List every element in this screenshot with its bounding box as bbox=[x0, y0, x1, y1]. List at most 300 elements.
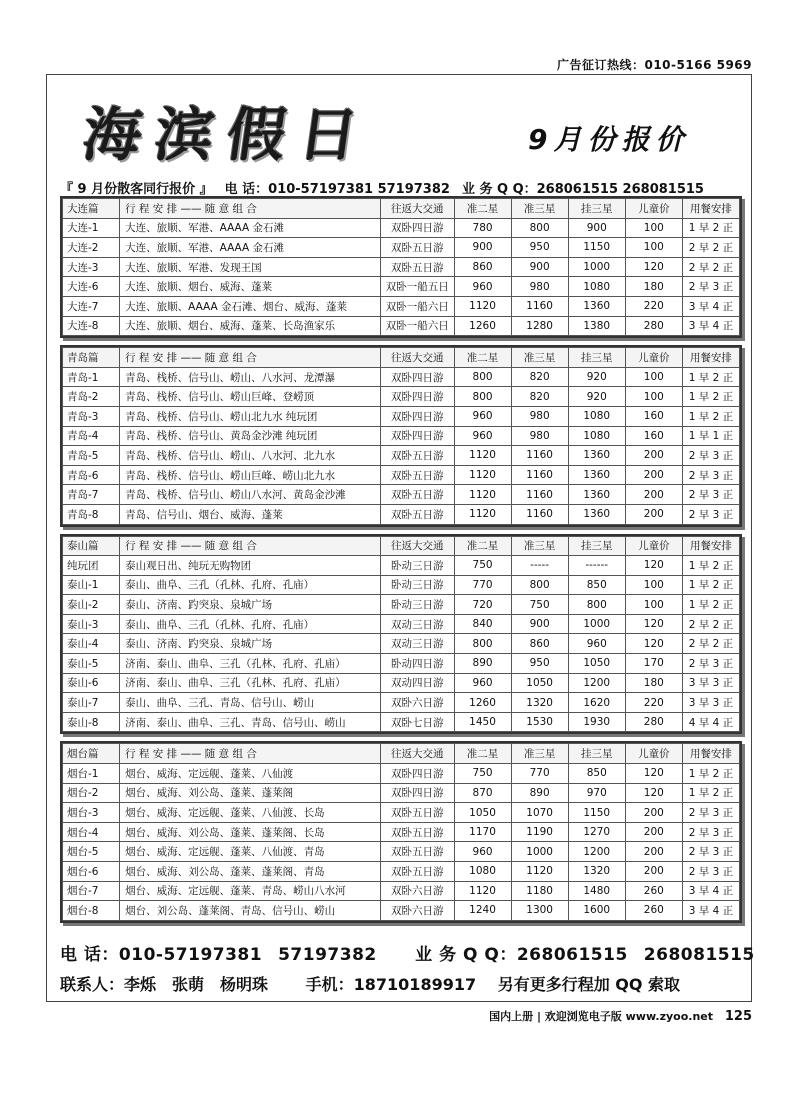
table-row bbox=[63, 595, 740, 615]
cell-p2: 770 bbox=[454, 575, 511, 595]
cell-route: 烟台、刘公岛、蓬莱阁、青岛、信号山、崂山 bbox=[120, 901, 381, 921]
cell-route: 泰山观日出、纯玩无购物团 bbox=[120, 556, 381, 576]
cell-route: 烟台、威海、定远舰、蓬莱、八仙渡、长岛 bbox=[120, 803, 381, 823]
cell-transport: 双卧七日游 bbox=[381, 712, 454, 732]
cell-route: 烟台、威海、刘公岛、蓬莱、蓬莱阁、青岛 bbox=[120, 862, 381, 882]
cell-p3: 770 bbox=[511, 764, 568, 784]
cell-p2: 1260 bbox=[454, 693, 511, 713]
cell-code: 烟台-4 bbox=[63, 822, 120, 842]
cell-meal: 2 早 3 正 bbox=[682, 654, 739, 674]
cell-g3: 1050 bbox=[568, 654, 625, 674]
table-row bbox=[63, 218, 740, 238]
table-row bbox=[63, 316, 740, 336]
cell-p3: 800 bbox=[511, 575, 568, 595]
footer-contacts-line bbox=[60, 972, 680, 995]
table-row bbox=[63, 654, 740, 674]
cell-transport: 双卧五日游 bbox=[381, 803, 454, 823]
cell-code: 大连-2 bbox=[63, 238, 120, 258]
cell-p3: 950 bbox=[511, 238, 568, 258]
cell-meal: 3 早 4 正 bbox=[682, 881, 739, 901]
column-header-p2: 准二星 bbox=[454, 744, 511, 764]
cell-p3: 1160 bbox=[511, 504, 568, 524]
cell-meal: 2 早 2 正 bbox=[682, 257, 739, 277]
cell-code: 泰山-5 bbox=[63, 654, 120, 674]
cell-p2: 1120 bbox=[454, 465, 511, 485]
cell-meal: 1 早 2 正 bbox=[682, 218, 739, 238]
cell-p3: 1180 bbox=[511, 881, 568, 901]
cell-transport: 双卧六日游 bbox=[381, 693, 454, 713]
cell-g3: 1150 bbox=[568, 238, 625, 258]
table-row bbox=[63, 575, 740, 595]
cell-g3: 1320 bbox=[568, 862, 625, 882]
cell-transport: 双卧四日游 bbox=[381, 387, 454, 407]
cell-p3: 1160 bbox=[511, 446, 568, 466]
cell-p3: 1120 bbox=[511, 862, 568, 882]
table-row bbox=[63, 822, 740, 842]
table-row bbox=[63, 504, 740, 524]
cell-child: 100 bbox=[625, 218, 682, 238]
cell-transport: 卧动三日游 bbox=[381, 575, 454, 595]
cell-transport: 双卧六日游 bbox=[381, 881, 454, 901]
cell-code: 青岛-2 bbox=[63, 387, 120, 407]
table-row bbox=[63, 238, 740, 258]
cell-child: 220 bbox=[625, 296, 682, 316]
table-row bbox=[63, 426, 740, 446]
cell-meal: 2 早 3 正 bbox=[682, 862, 739, 882]
column-header-p3: 准三星 bbox=[511, 348, 568, 368]
column-header-route: 行 程 安 排 —— 随 意 组 合 bbox=[120, 199, 381, 219]
cell-route: 泰山、济南、趵突泉、泉城广场 bbox=[120, 595, 381, 615]
cell-code: 泰山-1 bbox=[63, 575, 120, 595]
cell-code: 泰山-8 bbox=[63, 712, 120, 732]
column-header-meal: 用餐安排 bbox=[682, 536, 739, 556]
section-title: 大连篇 bbox=[63, 199, 120, 219]
cell-transport: 双卧四日游 bbox=[381, 406, 454, 426]
cell-g3: 1360 bbox=[568, 446, 625, 466]
cell-code: 青岛-4 bbox=[63, 426, 120, 446]
cell-g3: 1000 bbox=[568, 614, 625, 634]
cell-g3: 1360 bbox=[568, 504, 625, 524]
table-row bbox=[63, 485, 740, 505]
cell-transport: 双卧五日游 bbox=[381, 465, 454, 485]
cell-route: 青岛、栈桥、信号山、崂山八水河、黄岛金沙滩 bbox=[120, 485, 381, 505]
cell-route: 大连、旅顺、烟台、威海、蓬莱 bbox=[120, 277, 381, 297]
cell-route: 青岛、栈桥、信号山、崂山、八水河、龙潭瀑 bbox=[120, 367, 381, 387]
more-routes-note: 另有更多行程加 QQ 索取 bbox=[497, 975, 681, 994]
cell-meal: 4 早 4 正 bbox=[682, 712, 739, 732]
cell-g3: 800 bbox=[568, 595, 625, 615]
table-row bbox=[63, 693, 740, 713]
cell-transport: 双卧五日游 bbox=[381, 257, 454, 277]
cell-p3: 750 bbox=[511, 595, 568, 615]
cell-route: 济南、泰山、曲阜、三孔（孔林、孔府、孔庙） bbox=[120, 673, 381, 693]
cell-route: 大连、旅顺、军港、AAAA 金石滩 bbox=[120, 238, 381, 258]
table-row bbox=[63, 803, 740, 823]
cell-code: 烟台-2 bbox=[63, 783, 120, 803]
table-row bbox=[63, 614, 740, 634]
cell-g3: 1270 bbox=[568, 822, 625, 842]
brand-title: 海滨假日 bbox=[78, 101, 377, 169]
ad-hotline: 广告征订热线：010-5166 5969 bbox=[556, 58, 752, 72]
cell-transport: 卧动三日游 bbox=[381, 556, 454, 576]
cell-code: 大连-3 bbox=[63, 257, 120, 277]
column-header-route: 行 程 安 排 —— 随 意 组 合 bbox=[120, 744, 381, 764]
cell-g3: 1000 bbox=[568, 257, 625, 277]
section-title: 烟台篇 bbox=[63, 744, 120, 764]
cell-meal: 2 早 3 正 bbox=[682, 485, 739, 505]
table-row bbox=[63, 465, 740, 485]
cell-p3: 860 bbox=[511, 634, 568, 654]
cell-meal: 2 早 3 正 bbox=[682, 822, 739, 842]
cell-code: 大连-8 bbox=[63, 316, 120, 336]
table-row bbox=[63, 783, 740, 803]
cell-g3: 1930 bbox=[568, 712, 625, 732]
table-row bbox=[63, 257, 740, 277]
cell-p3: 820 bbox=[511, 387, 568, 407]
cell-route: 大连、旅顺、AAAA 金石滩、烟台、威海、蓬莱 bbox=[120, 296, 381, 316]
cell-transport: 双卧五日游 bbox=[381, 842, 454, 862]
cell-p3: 1190 bbox=[511, 822, 568, 842]
cell-g3: 1380 bbox=[568, 316, 625, 336]
cell-p2: 800 bbox=[454, 634, 511, 654]
cell-g3: 1080 bbox=[568, 406, 625, 426]
column-header-transport: 往返大交通 bbox=[381, 199, 454, 219]
section-table bbox=[60, 345, 742, 526]
column-header-g3: 挂三星 bbox=[568, 744, 625, 764]
column-header-transport: 往返大交通 bbox=[381, 744, 454, 764]
column-header-p2: 准二星 bbox=[454, 199, 511, 219]
cell-p3: 1070 bbox=[511, 803, 568, 823]
cell-child: 160 bbox=[625, 406, 682, 426]
cell-meal: 2 早 2 正 bbox=[682, 238, 739, 258]
cell-child: 120 bbox=[625, 783, 682, 803]
cell-g3: 900 bbox=[568, 218, 625, 238]
cell-child: 100 bbox=[625, 575, 682, 595]
cell-meal: 2 早 3 正 bbox=[682, 277, 739, 297]
cell-route: 泰山、曲阜、三孔（孔林、孔府、孔庙） bbox=[120, 575, 381, 595]
cell-child: 260 bbox=[625, 881, 682, 901]
column-header-child: 儿童价 bbox=[625, 536, 682, 556]
cell-transport: 双卧五日游 bbox=[381, 862, 454, 882]
cell-p2: 860 bbox=[454, 257, 511, 277]
footer-qq: 业 务 Q Q：268061515 268081515 bbox=[415, 945, 755, 965]
cell-meal: 2 早 3 正 bbox=[682, 504, 739, 524]
cell-p2: 1120 bbox=[454, 504, 511, 524]
contacts-label: 联系人：李烁 张萌 杨明珠 bbox=[60, 975, 269, 994]
table-row bbox=[63, 446, 740, 466]
cell-meal: 2 早 3 正 bbox=[682, 446, 739, 466]
cell-g3: 1360 bbox=[568, 485, 625, 505]
cell-p2: 750 bbox=[454, 556, 511, 576]
cell-transport: 双动四日游 bbox=[381, 673, 454, 693]
cell-code: 大连-6 bbox=[63, 277, 120, 297]
cell-transport: 双卧四日游 bbox=[381, 426, 454, 446]
cell-child: 200 bbox=[625, 485, 682, 505]
cell-child: 200 bbox=[625, 862, 682, 882]
cell-child: 200 bbox=[625, 822, 682, 842]
cell-g3: 1150 bbox=[568, 803, 625, 823]
cell-child: 260 bbox=[625, 901, 682, 921]
column-header-transport: 往返大交通 bbox=[381, 536, 454, 556]
cell-p3: 890 bbox=[511, 783, 568, 803]
table-row bbox=[63, 901, 740, 921]
cell-p2: 870 bbox=[454, 783, 511, 803]
cell-transport: 双动三日游 bbox=[381, 634, 454, 654]
footer-phone: 电 话：010-57197381 57197382 bbox=[60, 945, 377, 965]
cell-transport: 双卧四日游 bbox=[381, 783, 454, 803]
cell-transport: 双卧四日游 bbox=[381, 367, 454, 387]
cell-code: 青岛-7 bbox=[63, 485, 120, 505]
cell-transport: 双动三日游 bbox=[381, 614, 454, 634]
cell-p3: 1160 bbox=[511, 296, 568, 316]
section-title: 青岛篇 bbox=[63, 348, 120, 368]
cell-p2: 960 bbox=[454, 426, 511, 446]
cell-route: 大连、旅顺、烟台、威海、蓬莱、长岛渔家乐 bbox=[120, 316, 381, 336]
info-qq: 业 务 Q Q：268061515 268081515 bbox=[461, 182, 704, 197]
info-phone: 电 话：010-57197381 57197382 bbox=[224, 182, 450, 197]
cell-child: 280 bbox=[625, 712, 682, 732]
cell-meal: 3 早 4 正 bbox=[682, 296, 739, 316]
cell-p3: 980 bbox=[511, 277, 568, 297]
price-tables bbox=[60, 196, 742, 930]
cell-meal: 1 早 2 正 bbox=[682, 367, 739, 387]
cell-p2: 750 bbox=[454, 764, 511, 784]
cell-meal: 1 早 2 正 bbox=[682, 595, 739, 615]
cell-child: 160 bbox=[625, 426, 682, 446]
cell-code: 青岛-8 bbox=[63, 504, 120, 524]
cell-g3: 1200 bbox=[568, 673, 625, 693]
cell-route: 青岛、栈桥、信号山、黄岛金沙滩 纯玩团 bbox=[120, 426, 381, 446]
cell-p3: 1300 bbox=[511, 901, 568, 921]
section-header-row bbox=[63, 536, 740, 556]
cell-code: 烟台-6 bbox=[63, 862, 120, 882]
cell-child: 200 bbox=[625, 446, 682, 466]
cell-p2: 900 bbox=[454, 238, 511, 258]
page-footer-text: 国内上册 | 欢迎浏览电子版 www.zyoo.net bbox=[489, 1010, 714, 1023]
cell-child: 200 bbox=[625, 465, 682, 485]
cell-p2: 1240 bbox=[454, 901, 511, 921]
cell-g3: 920 bbox=[568, 367, 625, 387]
cell-route: 泰山、曲阜、三孔、青岛、信号山、崂山 bbox=[120, 693, 381, 713]
table-row bbox=[63, 842, 740, 862]
cell-code: 青岛-6 bbox=[63, 465, 120, 485]
cell-g3: 850 bbox=[568, 764, 625, 784]
cell-child: 120 bbox=[625, 556, 682, 576]
section-table bbox=[60, 741, 742, 922]
section-header-row bbox=[63, 199, 740, 219]
cell-route: 烟台、威海、定远舰、蓬莱、八仙渡、青岛 bbox=[120, 842, 381, 862]
cell-g3: 850 bbox=[568, 575, 625, 595]
cell-g3: 1360 bbox=[568, 465, 625, 485]
cell-route: 青岛、栈桥、信号山、崂山、八水河、北九水 bbox=[120, 446, 381, 466]
cell-meal: 1 早 2 正 bbox=[682, 387, 739, 407]
cell-p3: 1320 bbox=[511, 693, 568, 713]
cell-meal: 1 早 2 正 bbox=[682, 556, 739, 576]
cell-p3: 820 bbox=[511, 367, 568, 387]
cell-p3: 980 bbox=[511, 406, 568, 426]
cell-child: 200 bbox=[625, 803, 682, 823]
cell-p2: 960 bbox=[454, 842, 511, 862]
cell-transport: 双卧四日游 bbox=[381, 764, 454, 784]
cell-p2: 890 bbox=[454, 654, 511, 674]
cell-route: 烟台、威海、定远舰、蓬莱、八仙渡 bbox=[120, 764, 381, 784]
cell-p2: 1120 bbox=[454, 881, 511, 901]
cell-p2: 1120 bbox=[454, 296, 511, 316]
cell-code: 烟台-7 bbox=[63, 881, 120, 901]
cell-g3: ------ bbox=[568, 556, 625, 576]
cell-code: 青岛-3 bbox=[63, 406, 120, 426]
column-header-p3: 准三星 bbox=[511, 744, 568, 764]
cell-meal: 2 早 3 正 bbox=[682, 465, 739, 485]
column-header-child: 儿童价 bbox=[625, 348, 682, 368]
cell-p2: 960 bbox=[454, 277, 511, 297]
cell-route: 烟台、威海、刘公岛、蓬莱、蓬莱阁 bbox=[120, 783, 381, 803]
cell-transport: 双卧五日游 bbox=[381, 485, 454, 505]
cell-p3: 950 bbox=[511, 654, 568, 674]
cell-p2: 1050 bbox=[454, 803, 511, 823]
cell-route: 泰山、济南、趵突泉、泉城广场 bbox=[120, 634, 381, 654]
cell-transport: 双卧五日游 bbox=[381, 504, 454, 524]
cell-p3: ----- bbox=[511, 556, 568, 576]
cell-p3: 1530 bbox=[511, 712, 568, 732]
cell-child: 100 bbox=[625, 387, 682, 407]
cell-code: 青岛-1 bbox=[63, 367, 120, 387]
cell-p3: 900 bbox=[511, 614, 568, 634]
table-row bbox=[63, 764, 740, 784]
column-header-g3: 挂三星 bbox=[568, 536, 625, 556]
cell-child: 170 bbox=[625, 654, 682, 674]
cell-p2: 720 bbox=[454, 595, 511, 615]
cell-code: 烟台-5 bbox=[63, 842, 120, 862]
cell-code: 烟台-1 bbox=[63, 764, 120, 784]
cell-p2: 960 bbox=[454, 673, 511, 693]
cell-code: 泰山-7 bbox=[63, 693, 120, 713]
cell-code: 泰山-4 bbox=[63, 634, 120, 654]
column-header-p3: 准三星 bbox=[511, 199, 568, 219]
cell-code: 大连-1 bbox=[63, 218, 120, 238]
cell-route: 青岛、栈桥、信号山、崂山北九水 纯玩团 bbox=[120, 406, 381, 426]
cell-code: 大连-7 bbox=[63, 296, 120, 316]
cell-transport: 双卧一船六日 bbox=[381, 296, 454, 316]
cell-p3: 900 bbox=[511, 257, 568, 277]
cell-meal: 1 早 2 正 bbox=[682, 406, 739, 426]
table-row bbox=[63, 406, 740, 426]
cell-route: 烟台、威海、刘公岛、蓬莱、蓬莱阁、长岛 bbox=[120, 822, 381, 842]
column-header-route: 行 程 安 排 —— 随 意 组 合 bbox=[120, 536, 381, 556]
cell-route: 大连、旅顺、军港、发现王国 bbox=[120, 257, 381, 277]
cell-route: 济南、泰山、曲阜、三孔（孔林、孔府、孔庙） bbox=[120, 654, 381, 674]
page-footer bbox=[489, 1008, 752, 1024]
cell-g3: 1080 bbox=[568, 426, 625, 446]
column-header-meal: 用餐安排 bbox=[682, 199, 739, 219]
cell-transport: 卧动四日游 bbox=[381, 654, 454, 674]
cell-route: 泰山、曲阜、三孔（孔林、孔府、孔庙） bbox=[120, 614, 381, 634]
section-header-row bbox=[63, 348, 740, 368]
table-row bbox=[63, 862, 740, 882]
section-title: 泰山篇 bbox=[63, 536, 120, 556]
cell-route: 青岛、栈桥、信号山、崂山巨峰、登崂顶 bbox=[120, 387, 381, 407]
cell-route: 青岛、栈桥、信号山、崂山巨峰、崂山北九水 bbox=[120, 465, 381, 485]
column-header-child: 儿童价 bbox=[625, 199, 682, 219]
cell-child: 200 bbox=[625, 504, 682, 524]
cell-p2: 1170 bbox=[454, 822, 511, 842]
cell-meal: 2 早 2 正 bbox=[682, 634, 739, 654]
cell-child: 180 bbox=[625, 673, 682, 693]
cell-g3: 1480 bbox=[568, 881, 625, 901]
page-number: 125 bbox=[724, 1009, 752, 1024]
cell-child: 100 bbox=[625, 595, 682, 615]
table-row bbox=[63, 296, 740, 316]
cell-code: 纯玩团 bbox=[63, 556, 120, 576]
cell-transport: 双卧五日游 bbox=[381, 822, 454, 842]
cell-child: 120 bbox=[625, 634, 682, 654]
cell-p3: 1050 bbox=[511, 673, 568, 693]
cell-child: 100 bbox=[625, 238, 682, 258]
cell-p3: 800 bbox=[511, 218, 568, 238]
cell-meal: 2 早 2 正 bbox=[682, 614, 739, 634]
column-header-meal: 用餐安排 bbox=[682, 744, 739, 764]
column-header-p2: 准二星 bbox=[454, 536, 511, 556]
table-row bbox=[63, 673, 740, 693]
column-header-p3: 准三星 bbox=[511, 536, 568, 556]
table-row bbox=[63, 277, 740, 297]
cell-transport: 双卧六日游 bbox=[381, 901, 454, 921]
cell-p2: 840 bbox=[454, 614, 511, 634]
table-row bbox=[63, 881, 740, 901]
table-row bbox=[63, 387, 740, 407]
monthly-quote-title: 9月份报价 bbox=[528, 123, 690, 156]
cell-meal: 3 早 3 正 bbox=[682, 673, 739, 693]
cell-g3: 1200 bbox=[568, 842, 625, 862]
cell-p2: 1260 bbox=[454, 316, 511, 336]
info-label: 『 9 月份散客同行报价 』 bbox=[60, 182, 213, 197]
cell-g3: 1600 bbox=[568, 901, 625, 921]
cell-p2: 960 bbox=[454, 406, 511, 426]
cell-p2: 1120 bbox=[454, 446, 511, 466]
cell-code: 泰山-3 bbox=[63, 614, 120, 634]
cell-p2: 1120 bbox=[454, 485, 511, 505]
cell-route: 烟台、威海、定远舰、蓬莱、青岛、崂山八水河 bbox=[120, 881, 381, 901]
info-bar bbox=[60, 178, 746, 197]
table-row bbox=[63, 556, 740, 576]
cell-child: 120 bbox=[625, 257, 682, 277]
cell-p3: 1000 bbox=[511, 842, 568, 862]
cell-child: 180 bbox=[625, 277, 682, 297]
cell-p2: 780 bbox=[454, 218, 511, 238]
mobile-number: 手机：18710189917 bbox=[305, 975, 477, 994]
column-header-g3: 挂三星 bbox=[568, 348, 625, 368]
section-table bbox=[60, 196, 742, 338]
cell-transport: 双卧五日游 bbox=[381, 446, 454, 466]
cell-code: 泰山-6 bbox=[63, 673, 120, 693]
cell-g3: 960 bbox=[568, 634, 625, 654]
cell-transport: 双卧五日游 bbox=[381, 238, 454, 258]
cell-p2: 800 bbox=[454, 367, 511, 387]
cell-child: 100 bbox=[625, 367, 682, 387]
cell-child: 120 bbox=[625, 764, 682, 784]
cell-child: 200 bbox=[625, 842, 682, 862]
cell-g3: 1360 bbox=[568, 296, 625, 316]
cell-p2: 1080 bbox=[454, 862, 511, 882]
cell-meal: 3 早 3 正 bbox=[682, 693, 739, 713]
cell-meal: 3 早 4 正 bbox=[682, 901, 739, 921]
cell-meal: 2 早 3 正 bbox=[682, 803, 739, 823]
cell-child: 220 bbox=[625, 693, 682, 713]
cell-g3: 1620 bbox=[568, 693, 625, 713]
section-table bbox=[60, 534, 742, 735]
cell-meal: 3 早 4 正 bbox=[682, 316, 739, 336]
column-header-transport: 往返大交通 bbox=[381, 348, 454, 368]
